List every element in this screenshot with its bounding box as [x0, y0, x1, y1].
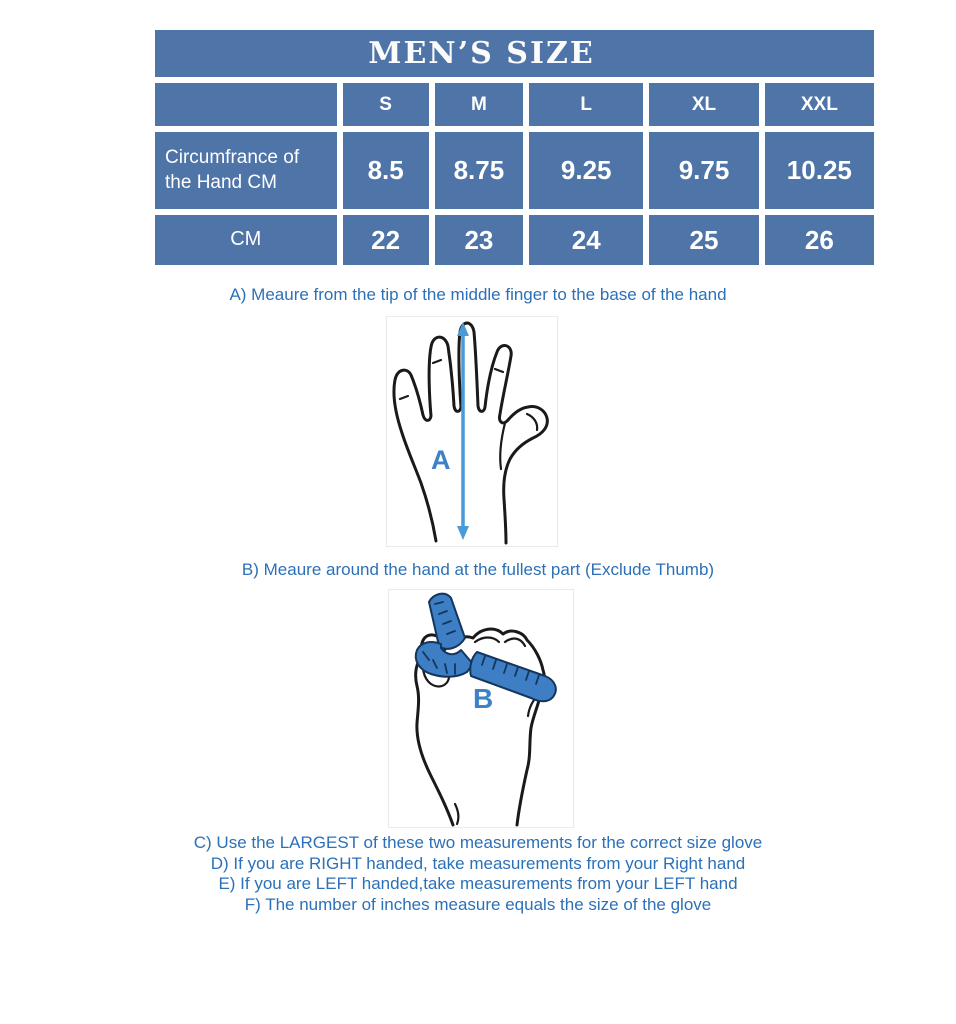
cm-value-xxl: 26: [765, 215, 874, 265]
arrow-head-bottom: [457, 526, 469, 540]
hand-circumference-illustration: [388, 589, 574, 828]
table-title: MEN’S SIZE: [155, 30, 874, 77]
circumference-value-s: 8.5: [343, 132, 429, 209]
cm-value-s: 22: [343, 215, 429, 265]
mens-size-table: [155, 30, 874, 265]
circumference-value-l: 9.25: [529, 132, 643, 209]
instruction-measure-a: A) Meaure from the tip of the middle finger to the base of the hand: [229, 285, 727, 304]
cm-value-m: 23: [435, 215, 523, 265]
circumference-value-xxl: 10.25: [765, 132, 874, 209]
cm-value-xl: 25: [649, 215, 758, 265]
size-column-l: L: [529, 83, 643, 126]
size-column-m: M: [435, 83, 523, 126]
note-c: C) Use the LARGEST of these two measurements for the correct size glove: [193, 833, 763, 852]
open-hand-drawing: [387, 317, 557, 546]
circumference-value-m: 8.75: [435, 132, 523, 209]
size-column-xxl: XXL: [765, 83, 874, 126]
hand-length-illustration: [386, 316, 558, 547]
row-label-circumference: Circumfrance of the Hand CM: [155, 132, 337, 209]
label-a: A: [431, 445, 451, 475]
fist-drawing: [389, 590, 573, 827]
measurement-notes: [0, 833, 956, 915]
label-b: B: [473, 683, 494, 714]
hand-outline: [394, 323, 547, 543]
instruction-measure-b: B) Meaure around the hand at the fullest part (Exclude Thumb): [241, 560, 715, 579]
finger-creases: [400, 360, 537, 469]
note-d: D) If you are RIGHT handed, take measurements from your Right hand: [210, 853, 746, 873]
corner-cell: [155, 83, 337, 126]
circumference-value-xl: 9.75: [649, 132, 758, 209]
note-f: F) The number of inches measure equals the size of the glove: [244, 894, 712, 914]
row-label-cm: CM: [155, 215, 337, 265]
size-column-xl: XL: [649, 83, 758, 126]
tape-segment-left-upper: [429, 594, 465, 649]
cm-value-l: 24: [529, 215, 643, 265]
size-column-s: S: [343, 83, 429, 126]
note-e: E) If you are LEFT handed,take measurements from your LEFT hand: [218, 874, 738, 894]
